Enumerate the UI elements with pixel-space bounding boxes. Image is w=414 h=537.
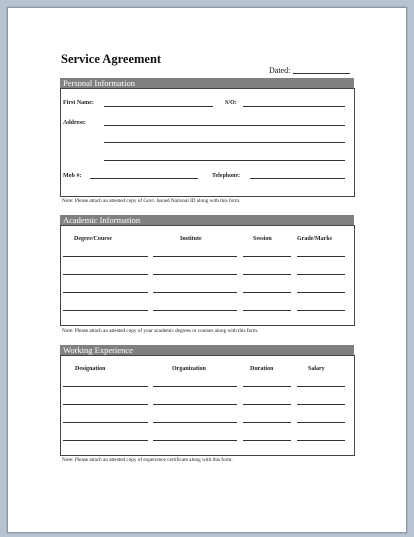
academic-col-session: Session [253, 236, 272, 242]
blank-entry-line [243, 274, 291, 275]
blank-entry-line [63, 386, 148, 387]
first-name-label: First Name: [63, 100, 94, 106]
dated-label: Dated: [269, 66, 291, 75]
blank-entry-line [297, 404, 345, 405]
address-line-1 [104, 125, 345, 126]
blank-entry-line [297, 256, 345, 257]
personal-info-note: Note: Please attach an attested copy of Govt. Issued National ID along with this form. [62, 198, 241, 204]
so-line [243, 106, 345, 107]
working-col-duration: Duration [250, 366, 274, 372]
telephone-line [250, 178, 345, 179]
blank-entry-line [243, 310, 291, 311]
so-label: S/O: [225, 100, 237, 106]
working-col-salary: Salary [308, 366, 325, 372]
blank-entry-line [153, 422, 237, 423]
blank-entry-line [63, 292, 148, 293]
blank-entry-line [243, 386, 291, 387]
blank-entry-line [153, 386, 237, 387]
blank-entry-line [153, 256, 237, 257]
blank-entry-line [63, 404, 148, 405]
working-experience-header-label: Working Experience [63, 345, 133, 355]
blank-entry-line [297, 422, 345, 423]
mob-line [90, 178, 198, 179]
blank-entry-line [243, 292, 291, 293]
academic-col-institute: Institute [180, 236, 202, 242]
blank-entry-line [297, 386, 345, 387]
working-col-organization: Organization [172, 366, 206, 372]
academic-info-header-label: Academic Information [63, 215, 141, 225]
personal-info-header [60, 78, 354, 88]
working-col-designation: Designation [75, 366, 106, 372]
blank-entry-line [153, 274, 237, 275]
address-label: Address: [63, 120, 86, 126]
blank-entry-line [63, 422, 148, 423]
telephone-label: Telephone: [212, 173, 241, 179]
dated-line [293, 73, 350, 74]
blank-entry-line [243, 440, 291, 441]
blank-entry-line [63, 310, 148, 311]
blank-entry-line [63, 256, 148, 257]
blank-entry-line [153, 292, 237, 293]
blank-entry-line [243, 404, 291, 405]
address-line-2 [104, 142, 345, 143]
blank-entry-line [153, 310, 237, 311]
blank-entry-line [297, 440, 345, 441]
academic-col-grade: Grade/Marks [297, 236, 332, 242]
blank-entry-line [63, 440, 148, 441]
blank-entry-line [243, 422, 291, 423]
blank-entry-line [63, 274, 148, 275]
blank-entry-line [297, 310, 345, 311]
first-name-line [104, 106, 213, 107]
academic-col-degree: Degree/Course [74, 236, 112, 242]
academic-info-note: Note: Please attach an attested copy of your academic degrees or courses along with this form. [62, 328, 259, 334]
blank-entry-line [243, 256, 291, 257]
academic-info-header [60, 215, 354, 225]
blank-entry-line [153, 440, 237, 441]
personal-info-header-label: Personal Information [63, 78, 135, 88]
blank-entry-line [297, 274, 345, 275]
address-line-3 [104, 160, 345, 161]
working-experience-header [60, 345, 354, 355]
document-title: Service Agreement [61, 52, 162, 66]
working-experience-note: Note: Please attach an attested copy of experience certificate along with this form. [62, 457, 233, 463]
blank-entry-line [153, 404, 237, 405]
mob-label: Mob #: [63, 173, 82, 179]
blank-entry-line [297, 292, 345, 293]
